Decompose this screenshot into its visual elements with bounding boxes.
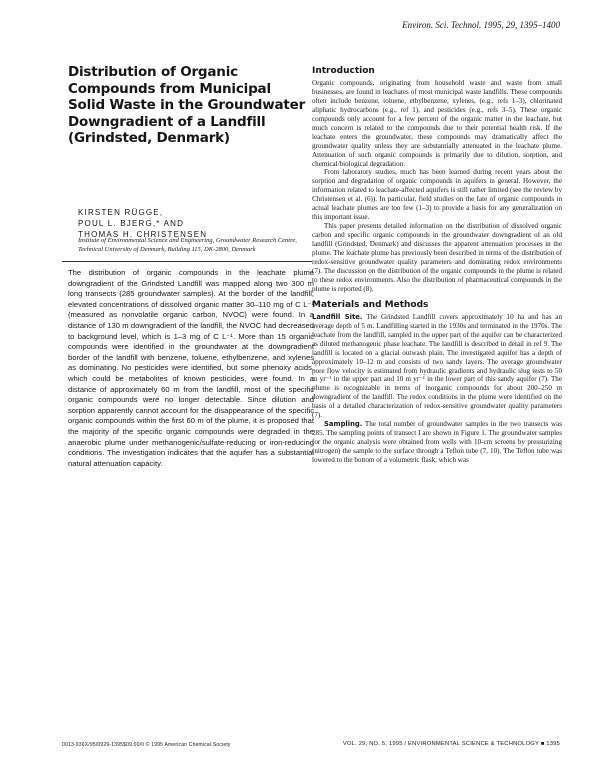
landfill-site-text: The Grindsted Landfill covers approximately 10 ha and has an average depth of 5 m. Landfilling started in the 1930s and terminated in the 1970s. The leachate from the landfill, sampled in the upper part of the aquifer can be characterized as diluted methanogenic phase leachate. The landfill is described in detail in ref 9. The landfill is located on a glacial outwash plain. The investigated aquifer has a depth of approximately 10–12 m and consists of two sandy layers. The average groundwater pore flow velocity is estimated from hydraulic gradients and hydraulic slug tests to 50 m yr⁻¹ in the upper part and 10 m yr⁻¹ in the lower part of this sandy aquifer (7). The plume is recognizable in terms of inorganic compounds for about 200–250 m downgradient of the landfill. The redox conditions in the plume were identified on the basis of a detailed characterization of redox-sensitive groundwater quality parameters (7). bbox=[312, 312, 562, 420]
intro-paragraph: From laboratory studies, much has been learned during recent years about the sorption and degradation of organic compounds in aquifers in general. However, the information related to leachate-affected aquifers is still rather limited (see the review by Christensen et al. (6)). In particular, field studies on the fate of organic compounds in actual leachate plumes are too few (1–3) to provide a basis for any generalization on this important issue. bbox=[312, 168, 562, 222]
introduction-heading: Introduction bbox=[312, 66, 375, 76]
methods-heading: Materials and Methods bbox=[312, 299, 429, 310]
methods-paragraph bbox=[312, 420, 562, 465]
runin-heading: Landfill Site. bbox=[312, 312, 363, 321]
right-column bbox=[312, 67, 562, 465]
author-affiliation: Institute of Environmental Science and Engineering, Groundwater Research Centre, Technical University of Denmark, Building 115, DK-2800, Denmark bbox=[78, 237, 297, 253]
author-line: THOMAS H. CHRISTENSEN bbox=[78, 230, 208, 239]
article-title: Distribution of Organic Compounds from Municipal Solid Waste in the Groundwater Downgradient of a Landfill (Grindsted, Denmark) bbox=[68, 64, 306, 146]
author-list bbox=[78, 207, 318, 240]
author-line: KIRSTEN RÜGGE, bbox=[78, 208, 164, 217]
page-footer: VOL. 29, NO. 5, 1995 / ENVIRONMENTAL SCIENCE & TECHNOLOGY ■ 1395 bbox=[342, 741, 560, 747]
abstract-divider bbox=[62, 261, 312, 262]
methods-paragraph bbox=[312, 313, 562, 420]
abstract-text: The distribution of organic compounds in the leachate plume downgradient of the Grindsted Landfill was mapped along two 300 m long transects (285 groundwater samples). At the border of the landfill, elevated concentrations of dissolved organic matter 30–110 mg of C L⁻¹ (measured as nonvolatile organic carbon, NVOC) were found. In a distance of 130 m downgradient of the landfill, the NVOC had decreased to background level, which is 1–3 mg of C L⁻¹. More than 15 organic compounds were identified in the groundwater at the downgradient border of the landfill with benzene, toluene, ethylbenzene, and xylenes as dominating. No pesticides were identified, but some phenoxy acids, which could be metabolites of known pesticides, were found. In a distance of approximately 60 m from the landfill, most of the specific organic compounds were no longer detectable. Since dilution and sorption apparently cannot account for the disappearance of the specific organic compounds within the first 60 m of the plume, it is proposed that the majority of the specific organic compounds were degraded in the anaerobic plume under methanogenic/sulfate-reducing or iron-reducing conditions. The investigation indicates that the aquifer has a substantial natural attenuation capacity. bbox=[68, 268, 314, 468]
intro-paragraph: This paper presents detailed information on the distribution of dissolved organic carbon and specific organic compounds in the groundwater downgradient of an old landfill (Grindsted, Denmark) and discusses the apparent attenuation processes in the plume. The leachate plume has previously been described in terms of the distribution of redox-sensitive groundwater quality parameters and dominating redox environments (7). The discussion on the distribution of the organic compounds in the plume is related to these redox environments. Also the distribution of pharmaceutical compounds in the plume is reported (8). bbox=[312, 222, 562, 293]
journal-reference: Environ. Sci. Technol. 1995, 29, 1395–1400 bbox=[402, 20, 560, 30]
copyright-line: 0013-936X/95/0929-1395$09.00/0 © 1995 American Chemical Society bbox=[62, 742, 231, 748]
runin-heading: Sampling. bbox=[324, 420, 363, 429]
intro-paragraph: Organic compounds, originating from household waste and waste from small businesses, are found in leachates of most municipal waste landfills. These compounds often include benzene, toluene, ethylbenzene, xylenes, (e.g., refs 1–3), chlorinated aliphatic hydrocarbons (e.g., ref 1), and pesticides (e.g., refs 3–5). These organic compounds only account for a few percent of the organic matter in the leachate, but much concern is related to the compounds due to their potential health risk. If the leachate enters the groundwater, these compounds may dramatically affect the groundwater quality unless they are substantially attenuated in the leachate plume. Attenuation of such organic compounds is primarily due to dilution, sorption, and chemical/biological degradation. bbox=[312, 78, 562, 168]
author-line: POUL L. BJERG,* AND bbox=[78, 219, 185, 228]
sampling-text: The total number of groundwater samples in the two transects was 285. The sampling points of transect I are shown in Figure 1. The groundwater samples for the organic analysis were obtained from wells with 10-cm screens by pressurizing (nitrogen) the sample to the surface through a Teflon tube (7, 10). The Teflon tube was lowered to the bottom of a volumetric flask, which was bbox=[312, 420, 562, 465]
